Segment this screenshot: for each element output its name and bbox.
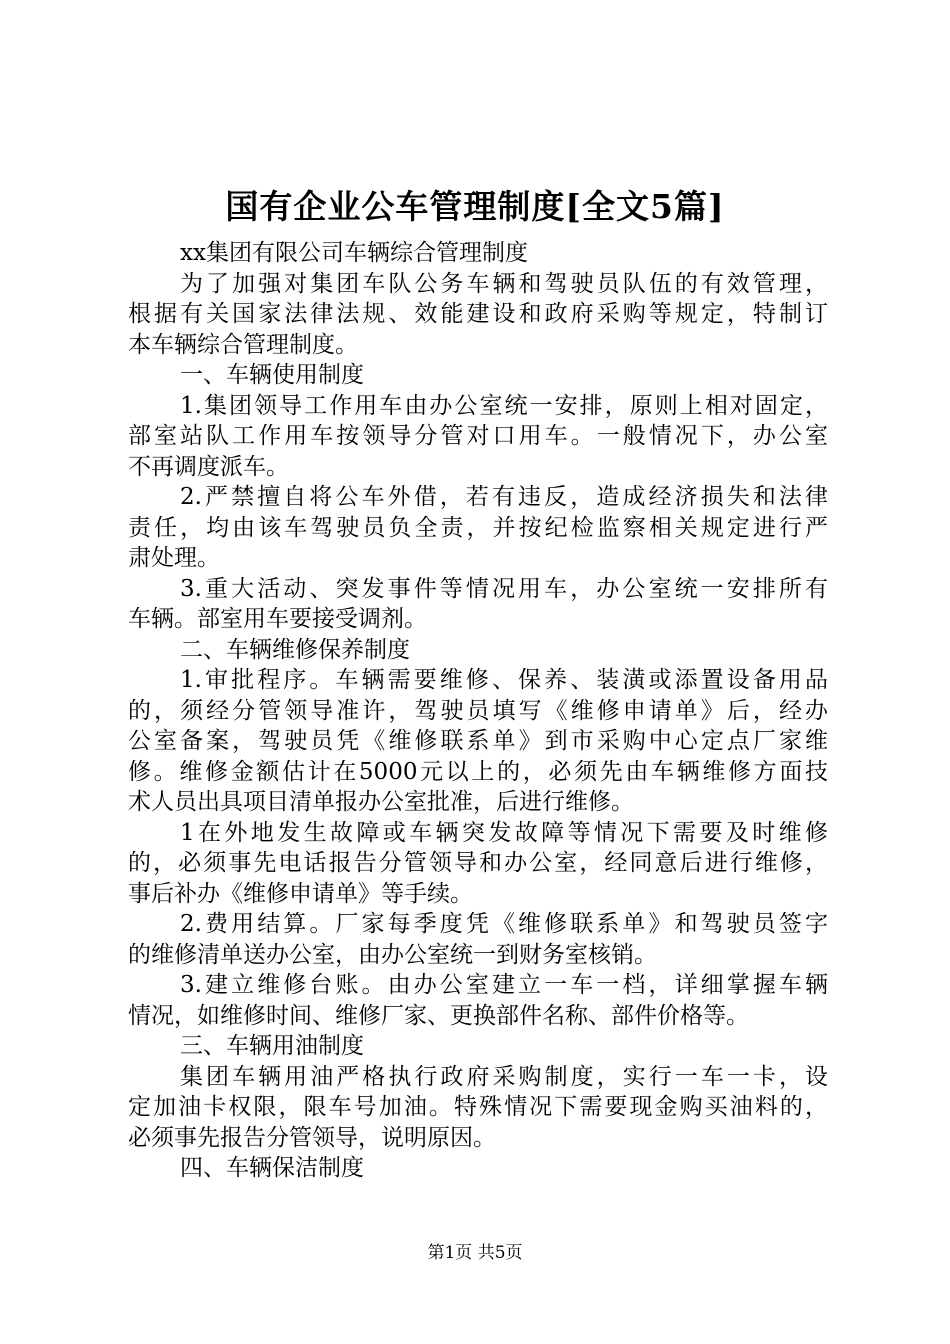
paragraph-line: 1.集团领导工作用车由办公室统一安排，原则上相对固定，	[180, 392, 828, 419]
page-footer: 第1页 共5页	[427, 1243, 523, 1263]
paragraph-line: 肃处理。	[128, 545, 220, 571]
paragraph-line: 为了加强对集团车队公务车辆和驾驶员队伍的有效管理，	[180, 270, 828, 297]
paragraph-line: 情况，如维修时间、维修厂家、更换部件名称、部件价格等。	[128, 1002, 749, 1029]
document-body	[128, 238, 828, 1184]
paragraph-line: 二、车辆维修保养制度	[180, 636, 410, 663]
paragraph-line: 的，须经分管领导准许，驾驶员填写《维修申请单》后，经办	[128, 697, 828, 724]
paragraph-line: 四、车辆保洁制度	[180, 1155, 364, 1181]
paragraph-line: 3.建立维修台账。由办公室建立一车一档，详细掌握车辆	[180, 972, 828, 998]
paragraph-line: 的维修清单送办公室，由办公室统一到财务室核销。	[128, 941, 657, 968]
paragraph-line: 不再调度派车。	[128, 453, 289, 480]
paragraph-line: 定加油卡权限，限车号加油。特殊情况下需要现金购买油料的，	[128, 1094, 828, 1120]
paragraph-line: 责任，均由该车驾驶员负全责，并按纪检监察相关规定进行严	[128, 514, 828, 541]
document-title: 国有企业公车管理制度[全文5篇]	[225, 187, 725, 226]
paragraph-line: 的，必须事先电话报告分管领导和办公室，经同意后进行维修，	[128, 850, 828, 876]
paragraph-line: 车辆。部室用车要接受调剂。	[128, 606, 427, 632]
paragraph-line: 三、车辆用油制度	[180, 1033, 364, 1059]
paragraph-line: 公室备案，驾驶员凭《维修联系单》到市采购中心定点厂家维	[128, 728, 828, 754]
paragraph-line: 2.费用结算。厂家每季度凭《维修联系单》和驾驶员签字	[180, 911, 828, 937]
paragraph-line: 1.审批程序。车辆需要维修、保养、装潢或添置设备用品	[180, 667, 828, 693]
paragraph-line: 术人员出具项目清单报办公室批准，后进行维修。	[128, 789, 634, 815]
paragraph-line: 2.严禁擅自将公车外借，若有违反，造成经济损失和法律	[180, 484, 828, 510]
paragraph-line: 3.重大活动、突发事件等情况用车，办公室统一安排所有	[180, 575, 828, 602]
paragraph-line: 事后补办《维修申请单》等手续。	[128, 880, 473, 907]
paragraph-line: 必须事先报告分管领导，说明原因。	[128, 1124, 496, 1151]
paragraph-line: 1在外地发生故障或车辆突发故障等情况下需要及时维修	[180, 819, 828, 846]
paragraph-line: 本车辆综合管理制度。	[128, 331, 358, 358]
paragraph-line: 根据有关国家法律法规、效能建设和政府采购等规定，特制订	[128, 301, 828, 327]
paragraph-line: 一、车辆使用制度	[180, 362, 364, 388]
paragraph-line: 集团车辆用油严格执行政府采购制度，实行一车一卡，设	[180, 1063, 828, 1090]
paragraph-line: xx集团有限公司车辆综合管理制度	[180, 240, 528, 266]
paragraph-line: 部室站队工作用车按领导分管对口用车。一般情况下，办公室	[128, 423, 828, 449]
paragraph-line: 修。维修金额估计在5000元以上的，必须先由车辆维修方面技	[128, 758, 828, 785]
